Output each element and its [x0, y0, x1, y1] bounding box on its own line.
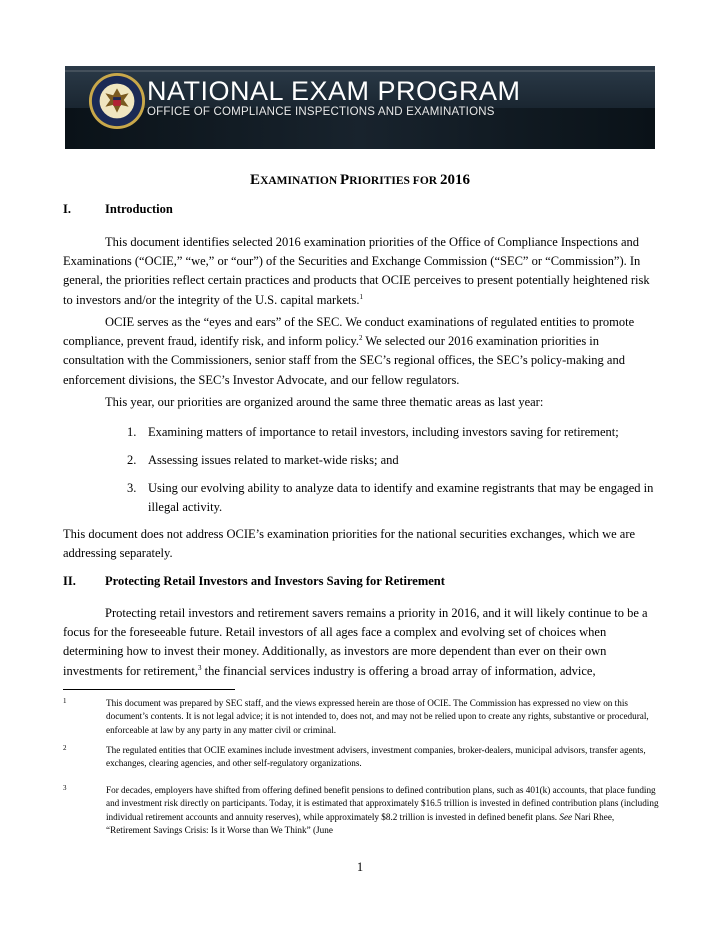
- intro-paragraph-2: OCIE serves as the “eyes and ears” of the SEC. We conduct examinations of regulated entities to promote compliance, prevent fraud, identify risk, and inform policy.$^2$ We selected our 2016 examination priorities in consultation with the Commissioners, senior staff from the SEC’s regional offices, the SEC’s policy-making and enforcement divisions, the SEC’s Investor Advocate, and our fellow regulators.: [63, 315, 635, 387]
- intro-paragraph-1: This document identifies selected 2016 examination priorities of the Office of Compliance Inspections and Examinations (“OCIE,” “we,” or “our”) of the Securities and Exchange Commission (“SEC” or “Commission”). In general, the priorities reflect certain practices and products that OCIE perceives to present potentially heightened risk to investors and/or the integrity of the U.S. capital markets.$^1$: [63, 235, 650, 307]
- banner-stripe: [65, 70, 655, 72]
- footnote-ref-1[interactable]: 1: [359, 292, 363, 301]
- list-item: 3. Using our evolving ability to analyze data to identify and examine registrants that may be engaged in illegal activity.: [127, 481, 654, 514]
- banner-title: NATIONAL EXAM PROGRAM: [147, 76, 521, 106]
- footnote-3: 3 For decades, employers have shifted from offering defined benefit pensions to defined contribution plans, such as 401(k) accounts, that place funding and investment risk directly on participants. Today, it is estimated that approximately $16.5 trillion is invested in defined contribution plans (including individual retirement accounts and annuity reserves), while approximately $8.2 trillion is invested in defined benefit plans. See Nari Rhee, “Retirement Savings Crisis: Is it Worse than We Think” (June: [63, 784, 659, 835]
- list-item: 2. Assessing issues related to market-wide risks; and: [127, 453, 399, 467]
- header-banner: [65, 66, 655, 149]
- section-heading-introduction: I. Introduction: [63, 202, 173, 216]
- section-heading-protecting-retail-investors: II. Protecting Retail Investors and Investors Saving for Retirement: [63, 574, 445, 588]
- banner-subtitle: OFFICE OF COMPLIANCE INSPECTIONS AND EXAMINATIONS: [147, 106, 495, 118]
- list-item: 1. Examining matters of importance to retail investors, including investors saving for retirement;: [127, 425, 619, 439]
- section2-paragraph-1: Protecting retail investors and retirement savers remains a priority in 2016, and it will likely continue to be a focus for the foreseeable future. Retail investors of all ages face a complex and evolving set of choices when determining how to invest their money. Additionally, as investors are more dependent than ever on their own investments for retirement,$^3$ the financial services industry is offering a broad array of information, advice,: [63, 606, 648, 678]
- footnote-2: 2 The regulated entities that OCIE examines include investment advisers, investment companies, broker-dealers, municipal advisors, transfer agents, exchanges, clearing agencies, and other self-regulatory organizations.: [63, 744, 646, 769]
- footnote-ref-3[interactable]: 3: [198, 663, 202, 672]
- intro-paragraph-4: This document does not address OCIE’s examination priorities for the national securities exchanges, which we are addressing separately.: [63, 527, 636, 561]
- footnote-1: 1 This document was prepared by SEC staff, and the views expressed herein are those of OCIE. The Commission has expressed no view on this document’s contents. It is not legal advice; it is not intended to, does not, and may not be relied upon to create any rights, substantive or procedural, enforceable at law by any party in any matter civil or criminal.: [63, 697, 649, 735]
- sec-seal-icon: [88, 72, 146, 130]
- footnote-separator: [63, 689, 235, 690]
- footnote-ref-2[interactable]: 2: [358, 334, 363, 343]
- intro-paragraph-3: This year, our priorities are organized around the same three thematic areas as last year:: [105, 395, 544, 409]
- document-title: EXAMINATION PRIORITIES FOR 2016: [250, 172, 470, 188]
- page-number: 1: [356, 860, 364, 874]
